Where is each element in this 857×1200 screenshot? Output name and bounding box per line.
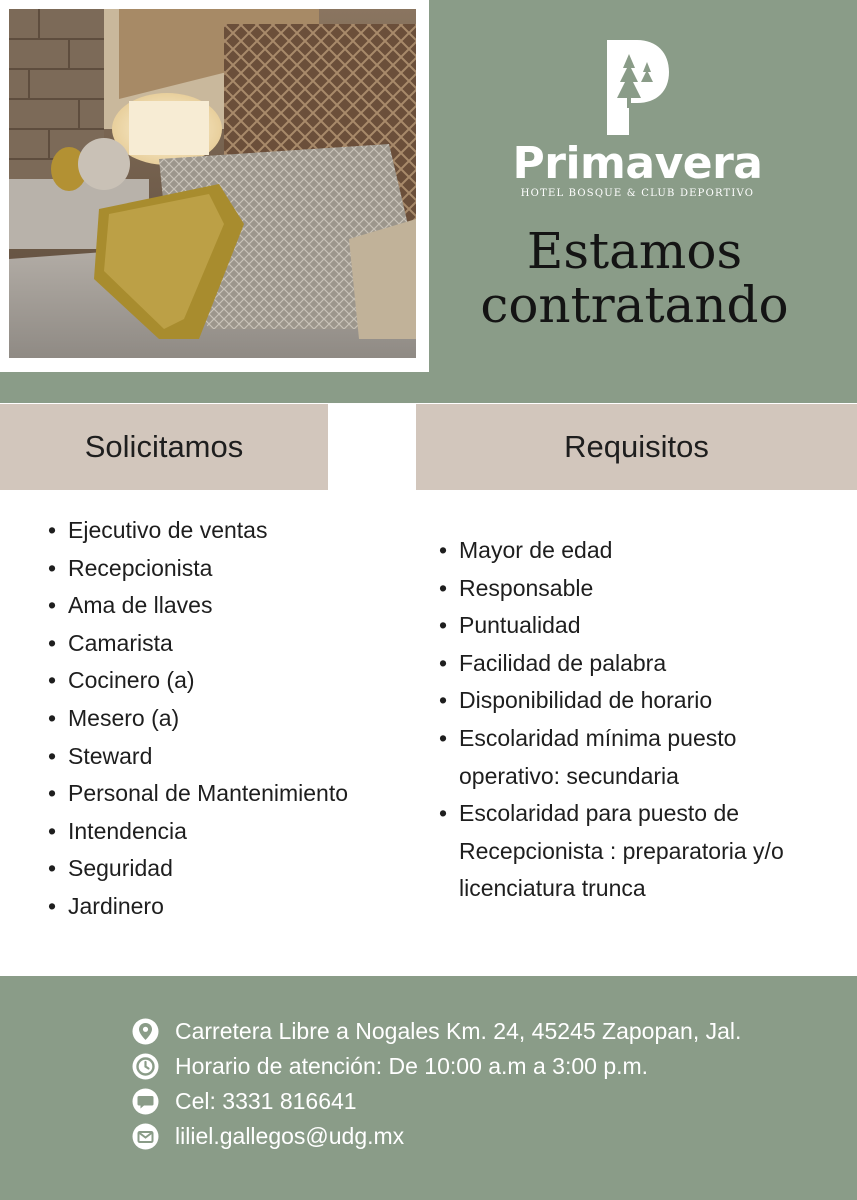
bedroom-photo (9, 9, 416, 358)
photo-frame (0, 0, 429, 372)
header-band (0, 0, 857, 403)
list-item: • Steward (48, 738, 408, 776)
list-item: • Mayor de edad (439, 532, 799, 570)
chat-bubble-icon (132, 1088, 159, 1115)
solicitamos-heading: Solicitamos (0, 404, 328, 490)
brand-subtitle: HOTEL BOSQUE & CLUB DEPORTIVO (520, 188, 755, 199)
hours-text: Horario de atención: De 10:00 a.m a 3:00 p.m. (175, 1053, 649, 1079)
list-item: • Camarista (48, 625, 408, 663)
requirements-list (439, 532, 799, 908)
list-item: • Disponibilidad de horario (439, 682, 799, 720)
email-text: liliel.gallegos@udg.mx (175, 1123, 405, 1149)
list-item: • Seguridad (48, 850, 408, 888)
phone-row (132, 1084, 852, 1119)
list-item: • Ama de llaves (48, 587, 408, 625)
list-item: • Escolaridad mínima puesto operativo: secundaria (439, 720, 799, 795)
address-text: Carretera Libre a Nogales Km. 24, 45245 Zapopan, Jal. (175, 1018, 742, 1044)
list-item: • Jardinero (48, 888, 408, 926)
clock-icon (132, 1053, 159, 1080)
brand-name: Primavera (512, 138, 763, 189)
list-item: • Personal de Mantenimiento (48, 775, 408, 813)
requisitos-heading: Requisitos (416, 404, 857, 490)
phone-text: Cel: 3331 816641 (175, 1088, 357, 1114)
list-item: • Responsable (439, 570, 799, 608)
list-item: • Intendencia (48, 813, 408, 851)
list-item: • Puntualidad (439, 607, 799, 645)
list-item: • Facilidad de palabra (439, 645, 799, 683)
headline-line-2: contratando (480, 276, 789, 334)
location-pin-icon (132, 1018, 159, 1045)
headline (452, 224, 817, 332)
list-item: • Escolaridad para puesto de Recepcionista : preparatoria y/o licenciatura trunca (439, 795, 799, 908)
positions-list (48, 512, 408, 926)
envelope-icon (132, 1123, 159, 1150)
primavera-p-tree-icon (605, 40, 669, 135)
contact-info (132, 1014, 852, 1154)
list-item: • Recepcionista (48, 550, 408, 588)
address-row (132, 1014, 852, 1049)
hours-row (132, 1049, 852, 1084)
primavera-logo (505, 40, 770, 210)
list-item: • Cocinero (a) (48, 662, 408, 700)
list-item: • Mesero (a) (48, 700, 408, 738)
email-row (132, 1119, 852, 1154)
list-item: • Ejecutivo de ventas (48, 512, 408, 550)
headline-line-1: Estamos (526, 222, 743, 280)
